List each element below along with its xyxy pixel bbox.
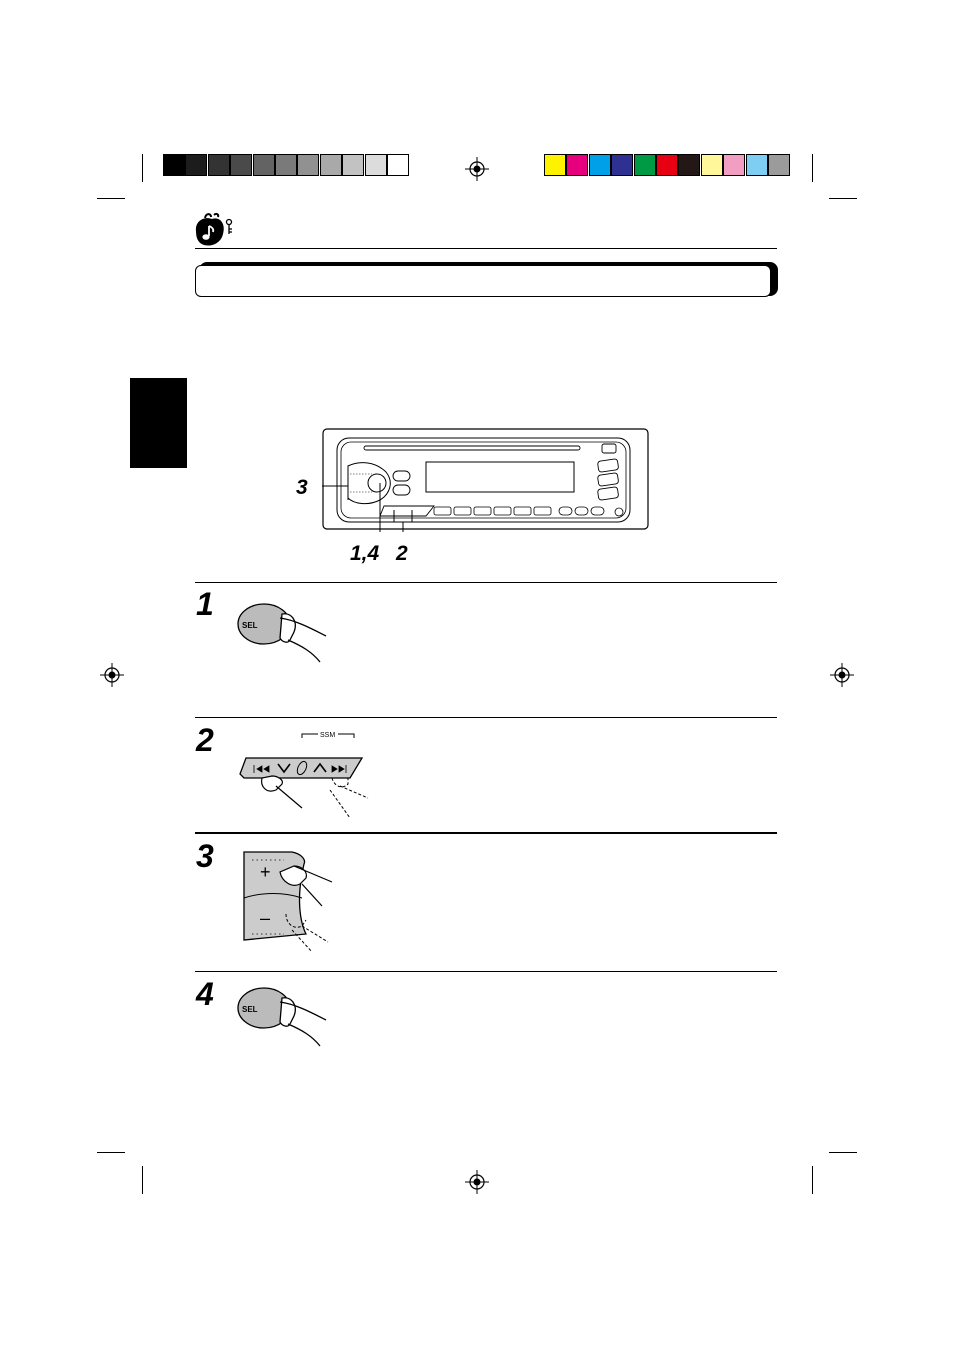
color-swatch bbox=[320, 154, 342, 176]
crop-mark bbox=[142, 1166, 143, 1194]
color-swatch bbox=[611, 154, 633, 176]
color-swatch bbox=[297, 154, 319, 176]
volume-plus-symbol: + bbox=[260, 862, 271, 882]
color-swatch bbox=[208, 154, 230, 176]
color-swatch bbox=[589, 154, 611, 176]
crop-mark bbox=[812, 154, 813, 182]
color-swatch bbox=[656, 154, 678, 176]
color-swatch bbox=[566, 154, 588, 176]
step-divider bbox=[195, 832, 777, 834]
color-swatch bbox=[768, 154, 790, 176]
volume-button-illustration bbox=[236, 842, 346, 954]
color-swatch bbox=[701, 154, 723, 176]
color-swatch bbox=[253, 154, 275, 176]
volume-minus-symbol: – bbox=[260, 908, 271, 928]
ssm-label: SSM bbox=[320, 732, 336, 739]
color-swatch bbox=[746, 154, 768, 176]
color-swatch bbox=[185, 154, 207, 176]
color-swatch bbox=[230, 154, 252, 176]
color-swatch bbox=[365, 154, 387, 176]
header-rule bbox=[195, 248, 777, 249]
crop-mark bbox=[829, 198, 857, 199]
step-number: 1 bbox=[196, 586, 214, 622]
color-swatch bbox=[387, 154, 409, 176]
crop-mark bbox=[97, 1152, 125, 1153]
step-divider bbox=[195, 717, 777, 718]
sel-button-illustration bbox=[236, 600, 336, 666]
color-swatch bbox=[634, 154, 656, 176]
color-swatch bbox=[544, 154, 566, 176]
sel-label: SEL bbox=[242, 1005, 258, 1014]
note-key-icon bbox=[192, 212, 236, 248]
callout-3: 3 bbox=[296, 476, 308, 499]
callout-1-4: 1,4 bbox=[350, 542, 380, 565]
color-swatch bbox=[275, 154, 297, 176]
step-divider bbox=[195, 582, 777, 583]
crop-mark bbox=[142, 154, 143, 182]
color-swatch bbox=[342, 154, 364, 176]
step-number: 4 bbox=[196, 976, 214, 1012]
crop-mark bbox=[812, 1166, 813, 1194]
registration-mark-icon bbox=[465, 157, 489, 181]
registration-mark-icon bbox=[830, 663, 854, 687]
head-unit-diagram bbox=[322, 428, 650, 532]
sel-label: SEL bbox=[242, 621, 258, 630]
title-bar bbox=[195, 265, 771, 297]
crop-mark bbox=[829, 1152, 857, 1153]
step-number: 2 bbox=[196, 722, 214, 758]
color-swatch bbox=[678, 154, 700, 176]
color-swatch bbox=[163, 154, 185, 176]
registration-mark-icon bbox=[465, 1170, 489, 1194]
sel-button-illustration bbox=[236, 984, 336, 1050]
registration-mark-icon bbox=[100, 663, 124, 687]
step-number: 3 bbox=[196, 838, 214, 874]
step-divider bbox=[195, 971, 777, 972]
language-side-tab bbox=[130, 378, 187, 468]
seek-button-illustration bbox=[236, 728, 376, 818]
color-swatch bbox=[723, 154, 745, 176]
crop-mark bbox=[97, 198, 125, 199]
callout-2: 2 bbox=[396, 542, 408, 565]
